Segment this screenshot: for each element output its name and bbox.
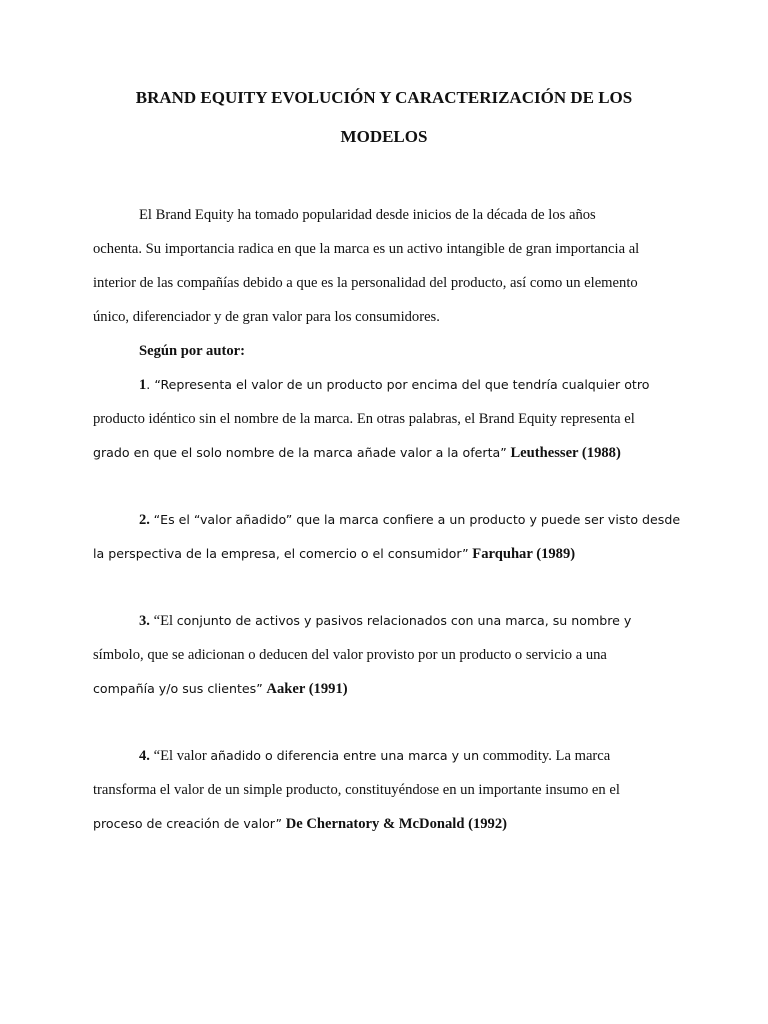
- definition-item: [93, 739, 683, 841]
- definition-text: producto idéntico sin el nombre de la marca. En otras palabras, el Brand Equity representa el: [93, 411, 635, 427]
- definition-number: 1: [139, 377, 147, 393]
- intro-line: ochenta. Su importancia radica en que la marca es un activo intangible de gran importancia al: [93, 241, 640, 257]
- definition-number: 2.: [139, 512, 150, 528]
- definition-author: Leuthesser (1988): [510, 445, 621, 461]
- section-heading: [93, 334, 683, 368]
- definition-punct: .: [146, 377, 155, 392]
- definition-author: De Chernatory & McDonald (1992): [285, 816, 508, 832]
- definition-quote: grado en que el solo nombre de la marca añade valor a la oferta”: [93, 445, 507, 460]
- intro-line: único, diferenciador y de gran valor para los consumidores.: [93, 309, 440, 325]
- definition-text: commodity. La marca: [479, 748, 611, 764]
- definition-quote: añadido o diferencia entre una marca y un: [210, 748, 480, 763]
- document-title-line-1: BRAND EQUITY EVOLUCIÓN Y CARACTERIZACIÓN DE LOS: [135, 88, 633, 107]
- document-title-line-2: MODELOS: [340, 127, 428, 146]
- definition-quote: proceso de creación de valor”: [93, 816, 283, 831]
- intro-line: interior de las compañías debido a que es la personalidad del producto, así como un elemento: [93, 275, 638, 291]
- document-body: [93, 198, 683, 841]
- definition-quote: compañía y/o sus clientes”: [93, 681, 263, 696]
- intro-paragraph: [93, 198, 683, 334]
- definition-text: “El valor: [153, 748, 211, 764]
- definition-item: [93, 604, 683, 706]
- definition-quote: conjunto de activos y pasivos relacionados con una marca, su nombre y: [176, 613, 632, 628]
- intro-line: El Brand Equity ha tomado popularidad desde inicios de la década de los años: [139, 207, 596, 223]
- definition-quote: “Representa el valor de un producto por encima del que tendría cualquier otro: [154, 377, 650, 392]
- definition-text: símbolo, que se adicionan o deducen del valor provisto por un producto o servicio a una: [93, 647, 607, 663]
- definition-number: 3.: [139, 613, 150, 629]
- definition-item: [93, 368, 683, 470]
- definition-author: Farquhar (1989): [472, 546, 576, 562]
- definition-author: Aaker (1991): [266, 681, 348, 697]
- definition-item: [93, 503, 683, 571]
- definition-number: 4.: [139, 748, 150, 764]
- definition-text: transforma el valor de un simple producto, constituyéndose en un importante insumo en el: [93, 782, 620, 798]
- definition-text: “El: [153, 613, 177, 629]
- definition-quote: la perspectiva de la empresa, el comercio o el consumidor”: [93, 546, 469, 561]
- section-heading-text: Según por autor:: [139, 343, 245, 359]
- definition-quote: “Es el “valor añadido” que la marca confiere a un producto y puede ser visto desde: [153, 512, 681, 527]
